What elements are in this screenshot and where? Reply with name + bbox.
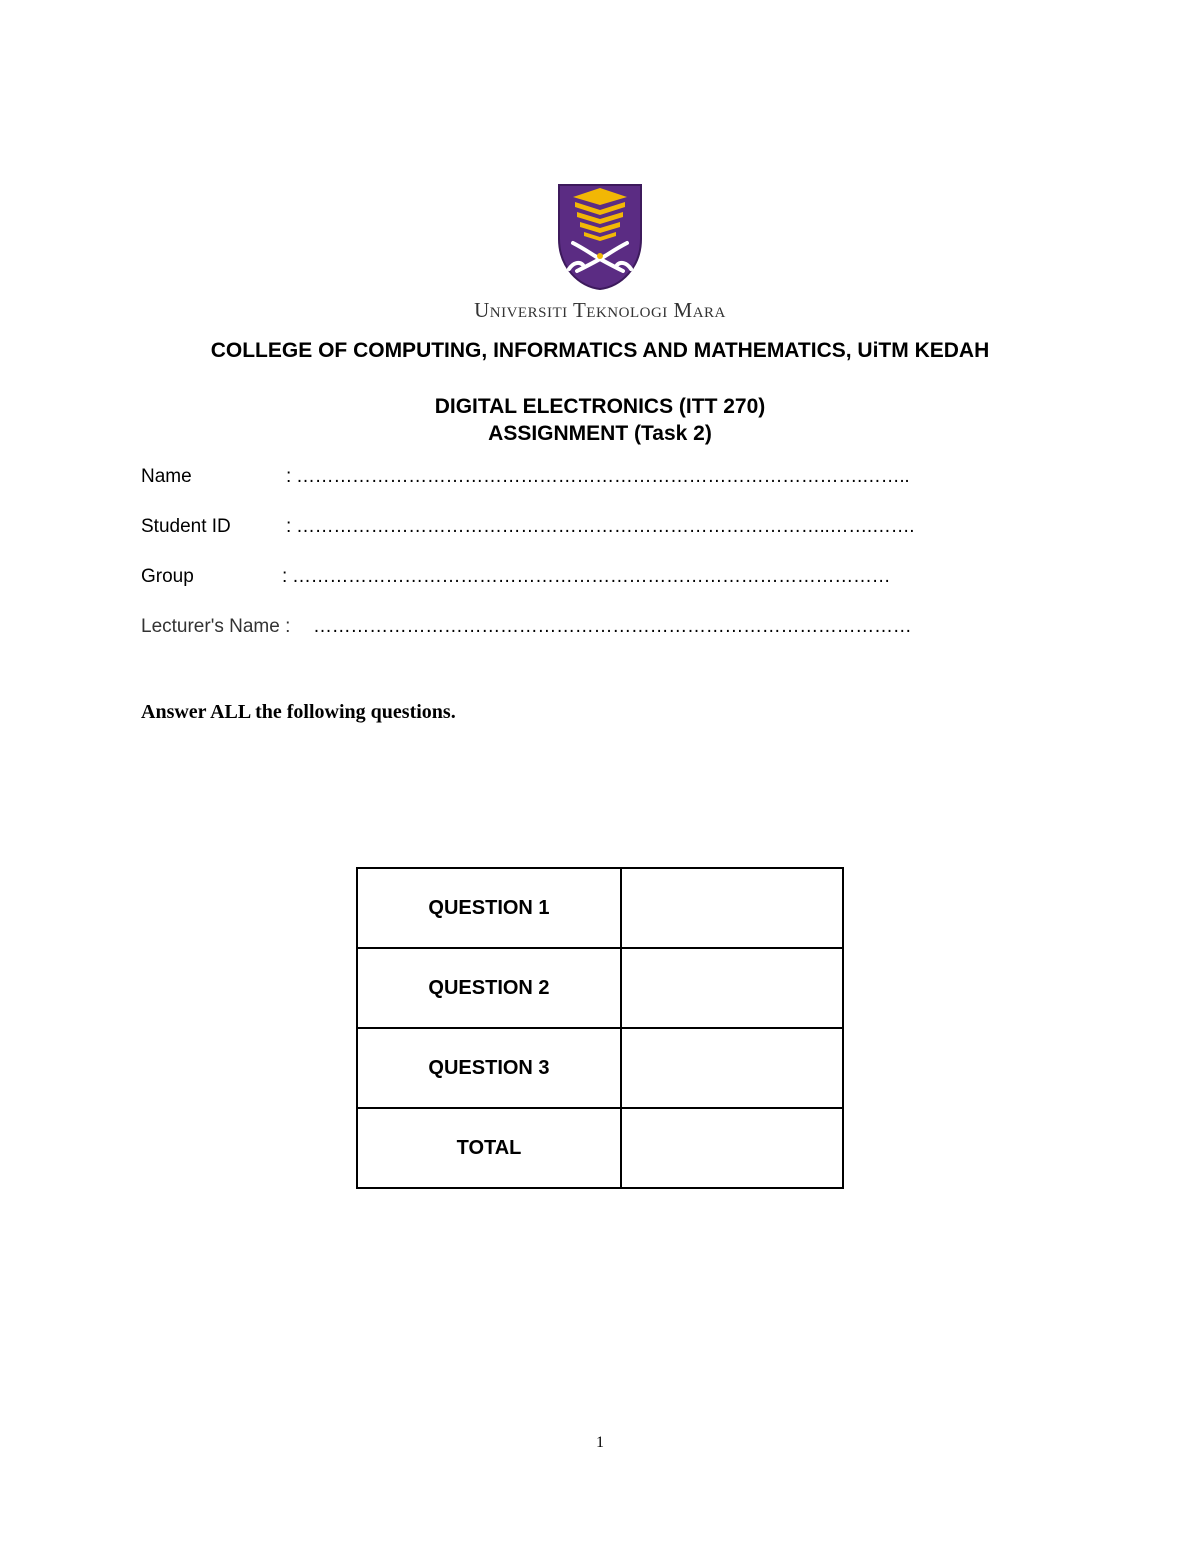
- page-number: 1: [596, 1434, 604, 1451]
- table-row: [357, 868, 843, 948]
- question-3-label: QUESTION 3: [357, 1028, 621, 1108]
- lecturer-name-field[interactable]: ……………………………………………………………………………………: [313, 616, 912, 637]
- group-field[interactable]: : ……………………………………………………………………………………: [282, 566, 891, 587]
- total-marks-cell[interactable]: [621, 1108, 843, 1188]
- lecturer-name-label: Lecturer's Name :: [141, 616, 291, 637]
- name-label: Name: [141, 466, 192, 487]
- student-id-label: Student ID: [141, 516, 231, 537]
- assignment-title: ASSIGNMENT (Task 2): [488, 422, 712, 445]
- total-label: TOTAL: [357, 1108, 621, 1188]
- table-row: [357, 1108, 843, 1188]
- university-name: Universiti Teknologi Mara: [474, 298, 726, 322]
- marks-table: [356, 867, 844, 1189]
- name-field[interactable]: : ……………………………………………………………………………….……..: [286, 466, 910, 487]
- question-3-marks-cell[interactable]: [621, 1028, 843, 1108]
- uitm-logo: [557, 183, 643, 291]
- logo-center-dot: [597, 253, 603, 259]
- question-2-marks-cell[interactable]: [621, 948, 843, 1028]
- question-2-label: QUESTION 2: [357, 948, 621, 1028]
- college-title: COLLEGE OF COMPUTING, INFORMATICS AND MATHEMATICS, UiTM KEDAH: [210, 339, 990, 362]
- instruction-text: Answer ALL the following questions.: [141, 701, 456, 723]
- student-id-field[interactable]: : …………………………………………………………………………..…….…….: [286, 516, 915, 537]
- table-row: [357, 948, 843, 1028]
- group-label: Group: [141, 566, 194, 587]
- course-title: DIGITAL ELECTRONICS (ITT 270): [434, 395, 766, 418]
- table-row: [357, 1028, 843, 1108]
- question-1-marks-cell[interactable]: [621, 868, 843, 948]
- question-1-label: QUESTION 1: [357, 868, 621, 948]
